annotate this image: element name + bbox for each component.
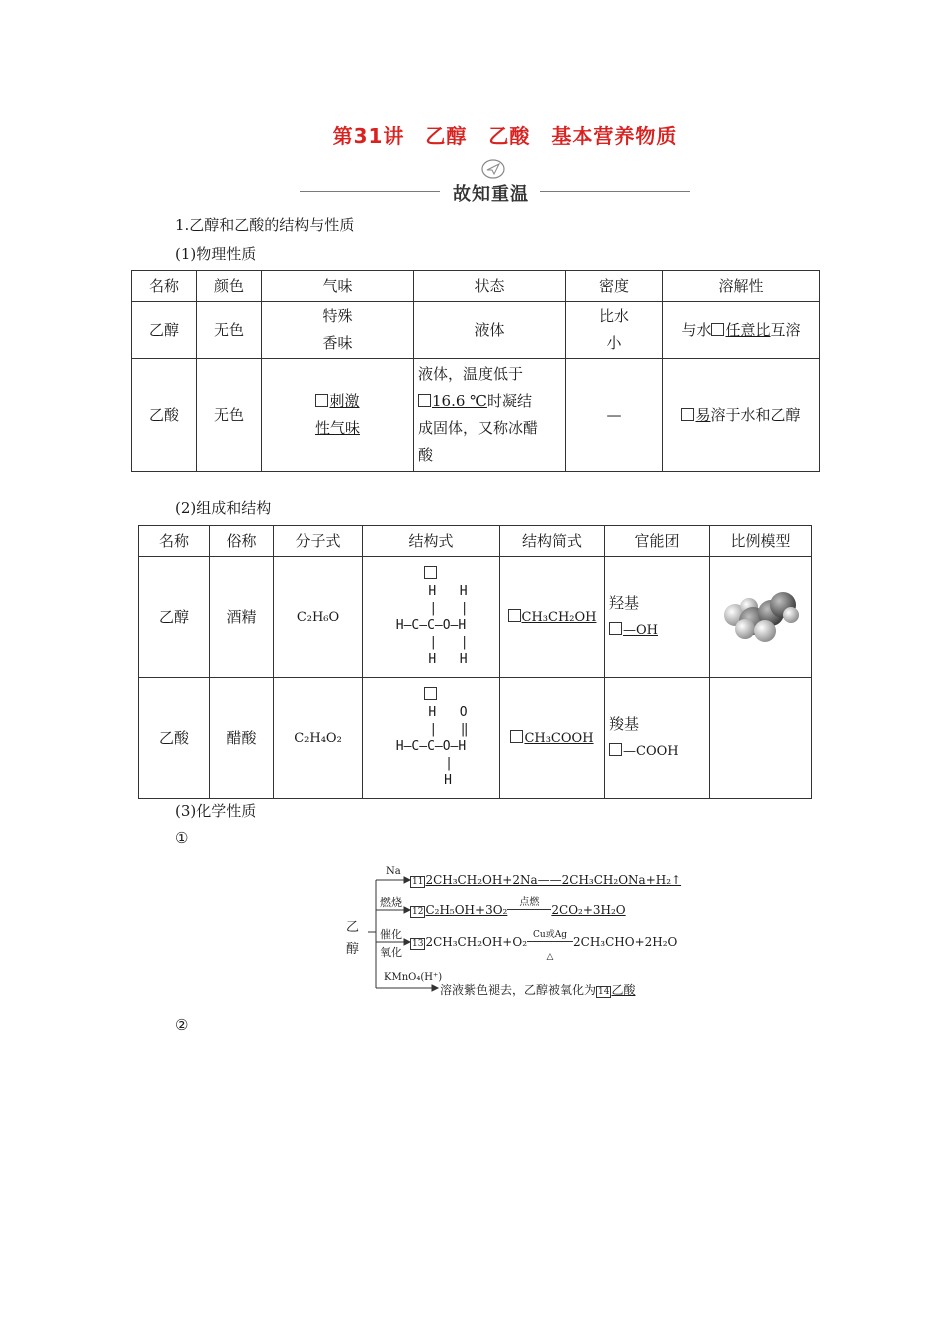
page-title: 第31讲 乙醇 乙酸 基本营养物质 <box>332 124 678 148</box>
cell-text: 与水 <box>681 320 712 339</box>
header-cell: 分子式 <box>274 526 363 557</box>
answer-fill: C₂H₅OH+3O₂ <box>425 903 508 917</box>
header-cell: 官能团 <box>605 526 710 557</box>
answer-fill: 性气味 <box>314 419 360 437</box>
cell-structure <box>363 557 500 678</box>
section-heading: 1.乙醇和乙酸的结构与性质 <box>175 216 355 234</box>
cell-text: —COOH <box>623 744 679 759</box>
answer-fill: 易 <box>695 405 711 424</box>
cell-line: 特殊 <box>322 307 353 325</box>
cell-line: 羧基 <box>609 715 640 733</box>
header-cell: 俗称 <box>210 526 274 557</box>
table-row <box>139 678 812 799</box>
cell-density: — <box>566 359 663 472</box>
header-cell: 密度 <box>566 271 663 302</box>
struct-line: H <box>444 773 452 788</box>
cell-structure <box>363 678 500 799</box>
answer-box-icon <box>424 687 437 700</box>
cell-line: 香味 <box>322 334 353 352</box>
branch-equation <box>410 930 678 962</box>
header-cell: 比例模型 <box>710 526 812 557</box>
struct-line: H—C—C—O—H <box>395 739 467 754</box>
branch-condition: KMnO₄(H⁺) <box>384 972 443 983</box>
cell-smell <box>262 302 414 359</box>
cell-name: 乙酸 <box>139 678 210 799</box>
cell-common: 醋酸 <box>210 678 274 799</box>
cell-state: 液体 <box>414 302 566 359</box>
cell-smell <box>262 359 414 472</box>
header-cell: 气味 <box>262 271 414 302</box>
equation-text: 2CH₃CHO+2H₂O <box>573 935 678 949</box>
number-badge: 11 <box>412 877 424 887</box>
struct-line: H H <box>428 652 468 667</box>
answer-box-icon <box>508 609 521 622</box>
cell-text: 溶于水和乙醇 <box>710 405 801 424</box>
number-badge: 12 <box>412 907 424 917</box>
struct-line: | ‖ <box>429 722 469 737</box>
answer-fill: 2CO₂+3H₂O <box>551 903 626 917</box>
number-badge: 14 <box>598 987 610 997</box>
struct-line: H—C—C—O—H <box>395 618 467 633</box>
paper-plane-icon <box>480 158 506 180</box>
subsection-heading: (1)物理性质 <box>175 245 257 263</box>
branch-condition: 氧化 <box>380 946 402 959</box>
subsection-heading: (3)化学性质 <box>175 802 257 820</box>
answer-box-icon <box>424 566 437 579</box>
number-badge: 13 <box>412 939 424 949</box>
cell-line: 比水 <box>598 307 629 325</box>
section-banner <box>300 158 690 204</box>
answer-fill: —OH <box>623 623 658 638</box>
equation-text: 溶液紫色褪去，乙醇被氧化为 <box>440 983 597 997</box>
banner-rule-left <box>300 191 440 192</box>
cell-color: 无色 <box>197 359 262 472</box>
ethanol-model-icon <box>719 589 803 645</box>
item-marker: ② <box>175 1016 189 1034</box>
cell-state <box>414 359 566 472</box>
subsection-heading: (2)组成和结构 <box>175 499 272 517</box>
cell-line: 小 <box>606 334 622 352</box>
diagram-subject: 醇 <box>346 942 360 957</box>
cell-group <box>605 557 710 678</box>
branch-equation <box>410 873 681 887</box>
header-cell: 结构简式 <box>500 526 605 557</box>
answer-fill: 刺激 <box>329 392 360 410</box>
table-row <box>132 302 820 359</box>
struct-line: | <box>445 756 453 771</box>
composition-table <box>138 525 812 799</box>
header-cell: 结构式 <box>363 526 500 557</box>
cell-model <box>710 557 812 678</box>
cell-line: 液体，温度低于 <box>418 365 524 383</box>
header-cell: 名称 <box>139 526 210 557</box>
answer-box-icon <box>711 323 724 336</box>
item-marker: ① <box>175 829 189 847</box>
table-header-row <box>139 526 812 557</box>
answer-box-icon <box>609 743 622 756</box>
branch-condition: 燃烧 <box>380 896 402 909</box>
answer-fill: 2CH₃CH₂OH+2Na——2CH₃CH₂ONa+H₂↑ <box>425 873 682 887</box>
cell-common: 酒精 <box>210 557 274 678</box>
branch-condition: Na <box>386 866 401 877</box>
cell-name: 乙酸 <box>132 359 197 472</box>
answer-box-icon <box>510 730 523 743</box>
arrow-condition: 点燃 <box>519 897 540 908</box>
answer-box-icon <box>609 622 622 635</box>
diagram-subject: 乙 <box>346 920 360 935</box>
branch-equation <box>410 897 626 917</box>
reaction-arrow <box>507 897 551 910</box>
header-cell: 状态 <box>414 271 566 302</box>
table-row <box>139 557 812 678</box>
physical-properties-table <box>131 270 820 472</box>
answer-fill: CH₃CH₂OH <box>521 609 597 625</box>
answer-fill: CH₃COOH <box>524 730 594 746</box>
reaction-diagram <box>340 860 682 1000</box>
cell-line: 羟基 <box>609 594 640 612</box>
cell-simple <box>500 557 605 678</box>
cell-formula: C₂H₆O <box>274 557 363 678</box>
cell-model <box>710 678 812 799</box>
struct-line: H H <box>428 584 468 599</box>
answer-box-icon <box>681 408 694 421</box>
answer-box-icon <box>418 394 431 407</box>
cell-formula: C₂H₄O₂ <box>274 678 363 799</box>
banner-rule-right <box>540 191 690 192</box>
arrow-condition: Cu或Ag <box>533 930 567 940</box>
cell-text: 时凝结 <box>486 392 532 410</box>
table-header-row <box>132 271 820 302</box>
header-cell: 溶解性 <box>663 271 820 302</box>
cell-group <box>605 678 710 799</box>
cell-text: 互溶 <box>770 320 801 339</box>
cell-name: 乙醇 <box>139 557 210 678</box>
answer-box-icon <box>315 394 328 407</box>
cell-line: 成固体，又称冰醋 <box>418 419 539 437</box>
cell-line: 酸 <box>418 446 434 464</box>
cell-solubility <box>663 359 820 472</box>
branch-condition: 催化 <box>380 928 402 941</box>
cell-solubility <box>663 302 820 359</box>
cell-simple <box>500 678 605 799</box>
arrow-condition: △ <box>546 952 554 962</box>
branch-equation <box>440 981 635 998</box>
answer-fill: 乙酸 <box>611 983 636 997</box>
struct-line: | | <box>429 635 469 650</box>
answer-fill: 16.6 ℃ <box>432 392 487 410</box>
cell-color: 无色 <box>197 302 262 359</box>
cell-name: 乙醇 <box>132 302 197 359</box>
header-cell: 名称 <box>132 271 197 302</box>
equation-text: 2CH₃CH₂OH+O₂ <box>425 935 528 949</box>
reaction-arrow <box>527 930 573 962</box>
struct-line: H O <box>428 705 468 720</box>
answer-fill: 任意比 <box>725 320 771 339</box>
cell-density <box>566 302 663 359</box>
table-row <box>132 359 820 472</box>
banner-label: 故知重温 <box>453 184 529 205</box>
header-cell: 颜色 <box>197 271 262 302</box>
struct-line: | | <box>429 601 469 616</box>
